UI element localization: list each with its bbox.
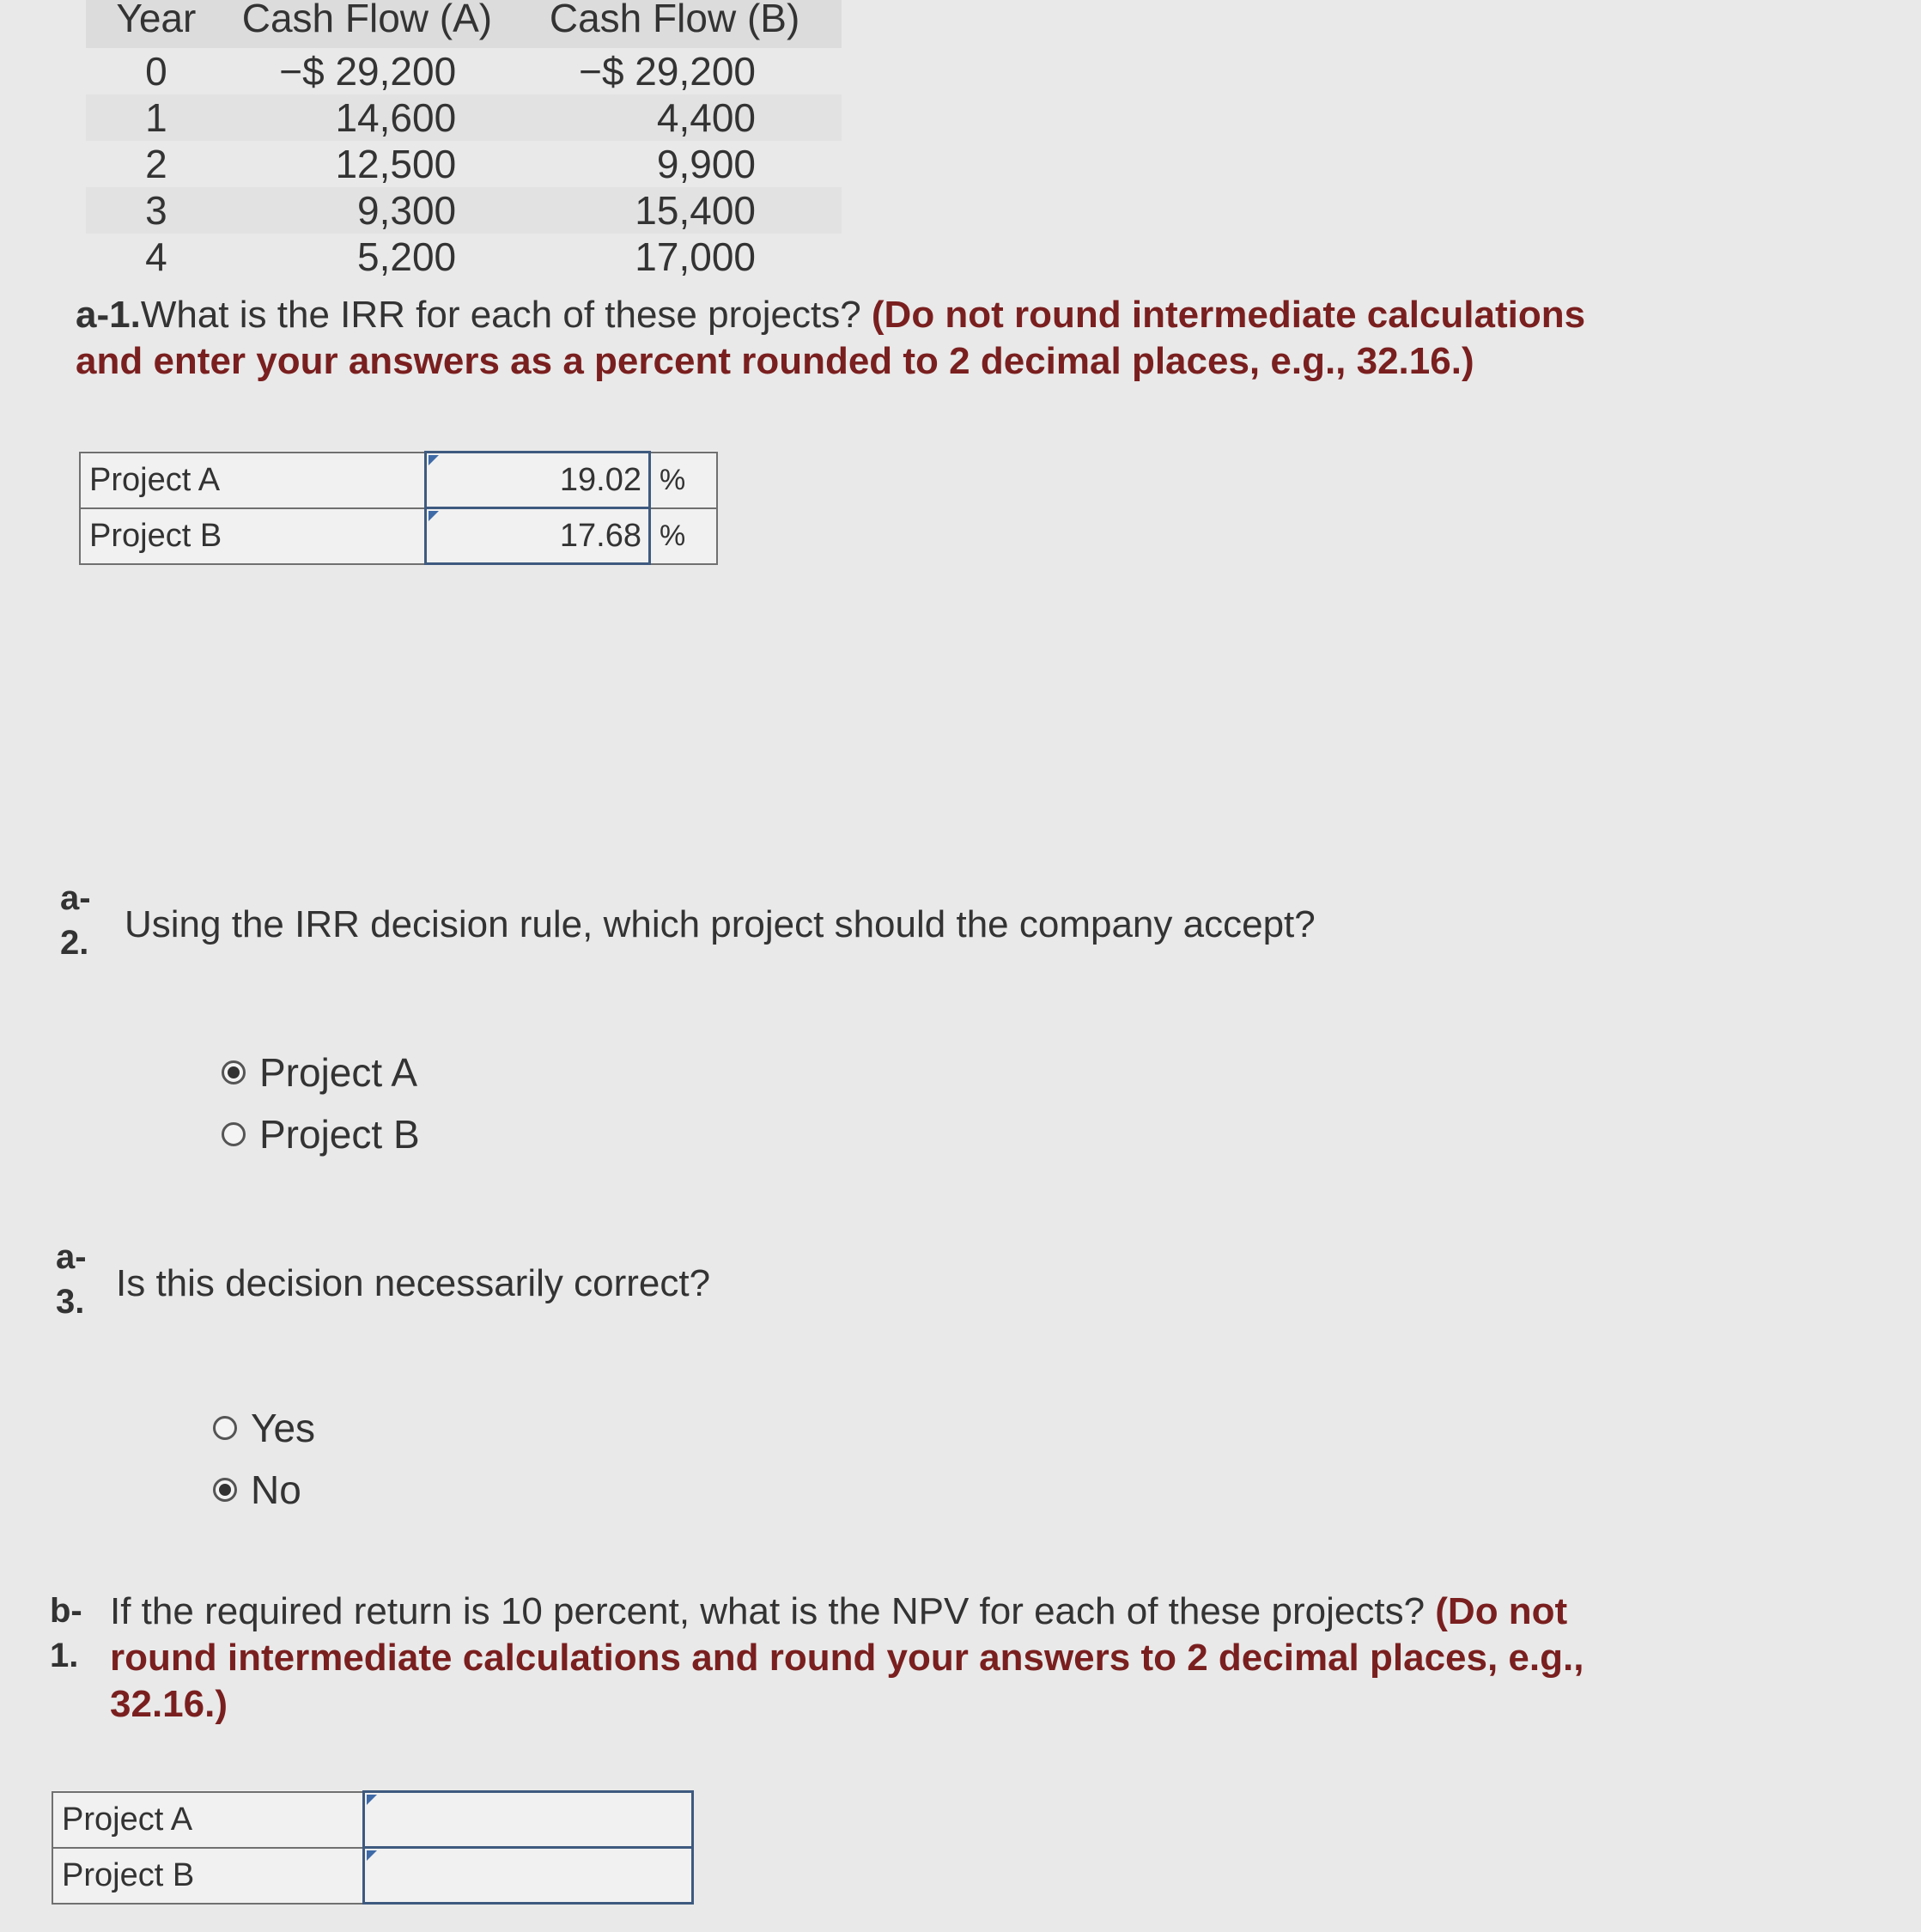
question-a2-label-top: a- — [60, 879, 91, 917]
question-a2-options — [222, 1049, 420, 1157]
question-a3-text: Is this decision necessarily correct? — [116, 1262, 711, 1304]
answer-row — [52, 1792, 693, 1848]
question-b1-label-top: b- — [50, 1592, 82, 1630]
cash-flow-b-cell: 4,400 — [508, 94, 842, 141]
question-a1-instruction: (Do not round intermediate calculations and enter your answers as a percent rounded to 2 decimal places, e.g., 32.16.) — [76, 294, 1586, 382]
year-cell: 2 — [145, 142, 167, 186]
row-label: Project A — [80, 453, 426, 508]
year-cell: 3 — [86, 187, 227, 234]
radio-label: Yes — [251, 1406, 316, 1450]
radio-label: No — [251, 1467, 301, 1512]
question-a3-options — [213, 1405, 315, 1513]
cell-marker-icon — [367, 1795, 377, 1805]
irr-project-a-cell — [426, 453, 650, 508]
radio-yes[interactable] — [213, 1405, 315, 1451]
cash-flow-a-cell: −$ 29,200 — [279, 49, 457, 94]
header-cash-flow-a: Cash Flow (A) — [227, 0, 508, 48]
row-label: Project A — [52, 1792, 364, 1848]
cash-flow-a-cell: 9,300 — [227, 187, 508, 234]
year-cell: 0 — [145, 49, 167, 94]
table-header-row — [86, 0, 842, 48]
question-a2-text: Using the IRR decision rule, which project should the company accept? — [125, 903, 1316, 945]
unit-label: % — [650, 508, 718, 564]
cell-marker-icon — [429, 511, 439, 521]
radio-label: Project B — [259, 1112, 420, 1157]
year-cell: 4 — [145, 234, 167, 279]
question-a1-label: a-1. — [76, 294, 141, 336]
irr-project-b-input[interactable] — [427, 511, 648, 561]
question-a3-label — [56, 1235, 87, 1324]
cell-marker-icon — [429, 455, 439, 465]
question-a2-label-bottom: 2. — [60, 924, 89, 962]
radio-unselected-icon[interactable] — [222, 1122, 246, 1146]
radio-unselected-icon[interactable] — [213, 1416, 237, 1440]
cell-marker-icon — [367, 1850, 377, 1861]
cash-flow-b-cell: 9,900 — [656, 142, 756, 186]
cash-flow-a-cell: 14,600 — [227, 94, 508, 141]
npv-answer-table — [52, 1790, 694, 1905]
header-cash-flow-b: Cash Flow (B) — [508, 0, 842, 48]
answer-row — [52, 1848, 693, 1904]
cash-flow-b-cell: −$ 29,200 — [579, 49, 756, 94]
table-row — [86, 94, 842, 141]
question-a3-label-bottom: 3. — [56, 1283, 85, 1321]
irr-project-a-input[interactable] — [427, 455, 648, 505]
question-a1-text: What is the IRR for each of these projects? — [140, 294, 872, 336]
question-a2-label — [60, 876, 91, 965]
question-b1-label-bottom: 1. — [50, 1637, 79, 1674]
npv-project-a-cell — [364, 1792, 693, 1848]
row-label: Project B — [52, 1848, 364, 1904]
npv-project-a-input[interactable] — [365, 1795, 691, 1844]
cash-flow-table — [86, 0, 842, 280]
year-cell: 1 — [86, 94, 227, 141]
cash-flow-b-cell: 15,400 — [508, 187, 842, 234]
answer-row — [80, 508, 717, 564]
question-a3-label-top: a- — [56, 1238, 87, 1276]
table-row — [86, 48, 842, 94]
radio-selected-icon[interactable] — [222, 1060, 246, 1084]
row-label: Project B — [80, 508, 426, 564]
radio-project-a[interactable] — [222, 1049, 420, 1096]
cash-flow-b-cell: 17,000 — [635, 234, 756, 279]
npv-project-b-cell — [364, 1848, 693, 1904]
question-b1-instruction: (Do not round intermediate calculations and round your answers to 2 decimal places, e.g., 32.16.) — [110, 1590, 1584, 1725]
answer-row — [80, 453, 717, 508]
radio-no[interactable] — [213, 1467, 315, 1513]
radio-project-b[interactable] — [222, 1111, 420, 1157]
table-row — [86, 141, 842, 187]
question-b1 — [110, 1589, 1587, 1728]
table-row — [86, 234, 842, 280]
cash-flow-a-cell: 5,200 — [357, 234, 457, 279]
radio-label: Project A — [259, 1050, 418, 1095]
radio-selected-icon[interactable] — [213, 1478, 237, 1502]
unit-label: % — [650, 453, 718, 508]
table-row — [86, 187, 842, 234]
npv-project-b-input[interactable] — [365, 1850, 691, 1900]
irr-answer-table — [79, 451, 718, 565]
question-a1 — [76, 292, 1638, 385]
header-year: Year — [86, 0, 227, 48]
question-b1-label — [50, 1589, 82, 1678]
question-b1-text: If the required return is 10 percent, what is the NPV for each of these projects? — [110, 1590, 1436, 1632]
irr-project-b-cell — [426, 508, 650, 564]
cash-flow-a-cell: 12,500 — [335, 142, 457, 186]
